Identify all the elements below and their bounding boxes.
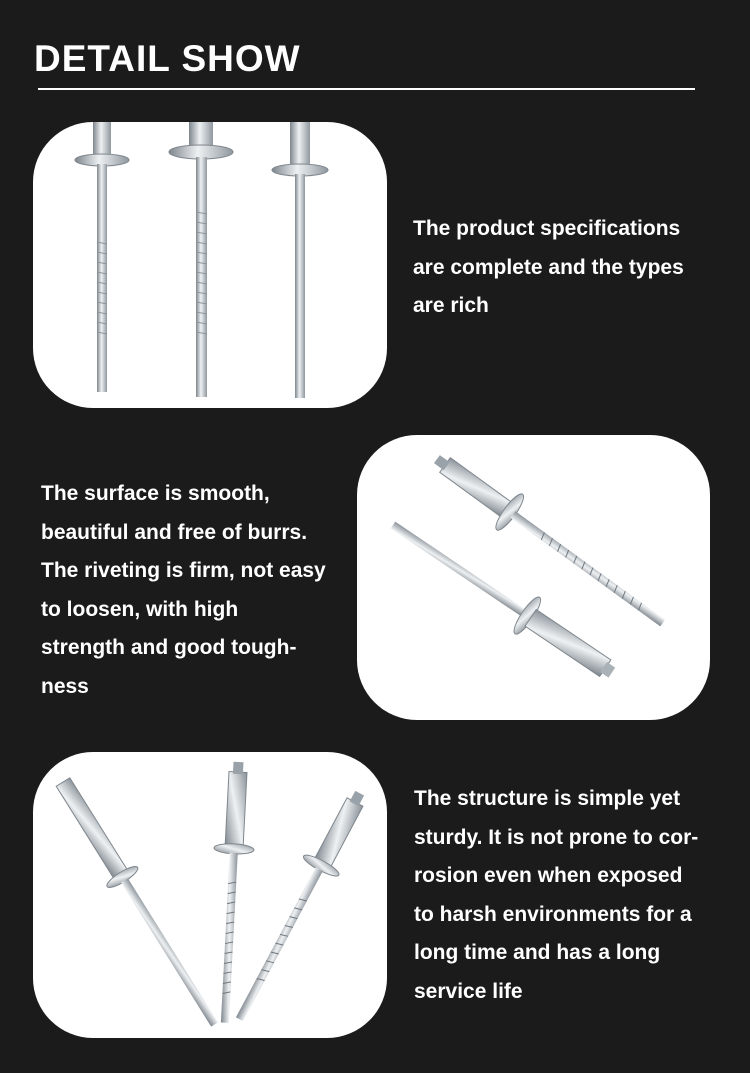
text-line: rosion even when exposed xyxy=(414,864,683,887)
text-line: to loosen, with high xyxy=(41,597,239,621)
three-rivets-fanned-icon xyxy=(33,752,387,1038)
page-title: DETAIL SHOW xyxy=(34,38,301,79)
text-line: beautiful and free of burrs. xyxy=(41,520,308,544)
text-line: sturdy. It is not prone to cor- xyxy=(414,825,699,849)
product-image-card-1 xyxy=(33,122,387,408)
text-line: The riveting is firm, not easy xyxy=(41,559,326,582)
product-image-card-2 xyxy=(357,435,710,720)
text-line: are rich xyxy=(413,294,489,317)
text-line: long time and has a long xyxy=(414,941,661,964)
text-line: service life xyxy=(414,979,523,1003)
text-line: The surface is smooth, xyxy=(41,482,270,505)
three-rivets-vertical-icon xyxy=(33,122,387,408)
title-divider xyxy=(38,88,695,90)
text-line: ness xyxy=(41,674,89,698)
product-image-card-3 xyxy=(33,752,387,1038)
section-2-text xyxy=(41,475,326,706)
text-line: strength and good tough- xyxy=(41,636,297,659)
text-line: The structure is simple yet xyxy=(414,787,681,810)
two-rivets-diagonal-icon xyxy=(357,435,710,720)
text-line: The product specifications xyxy=(413,217,681,240)
section-1-text xyxy=(413,210,684,326)
section-3-text xyxy=(414,780,698,1011)
text-line: are complete and the types xyxy=(413,255,684,279)
text-line: to harsh environments for a xyxy=(414,902,692,926)
